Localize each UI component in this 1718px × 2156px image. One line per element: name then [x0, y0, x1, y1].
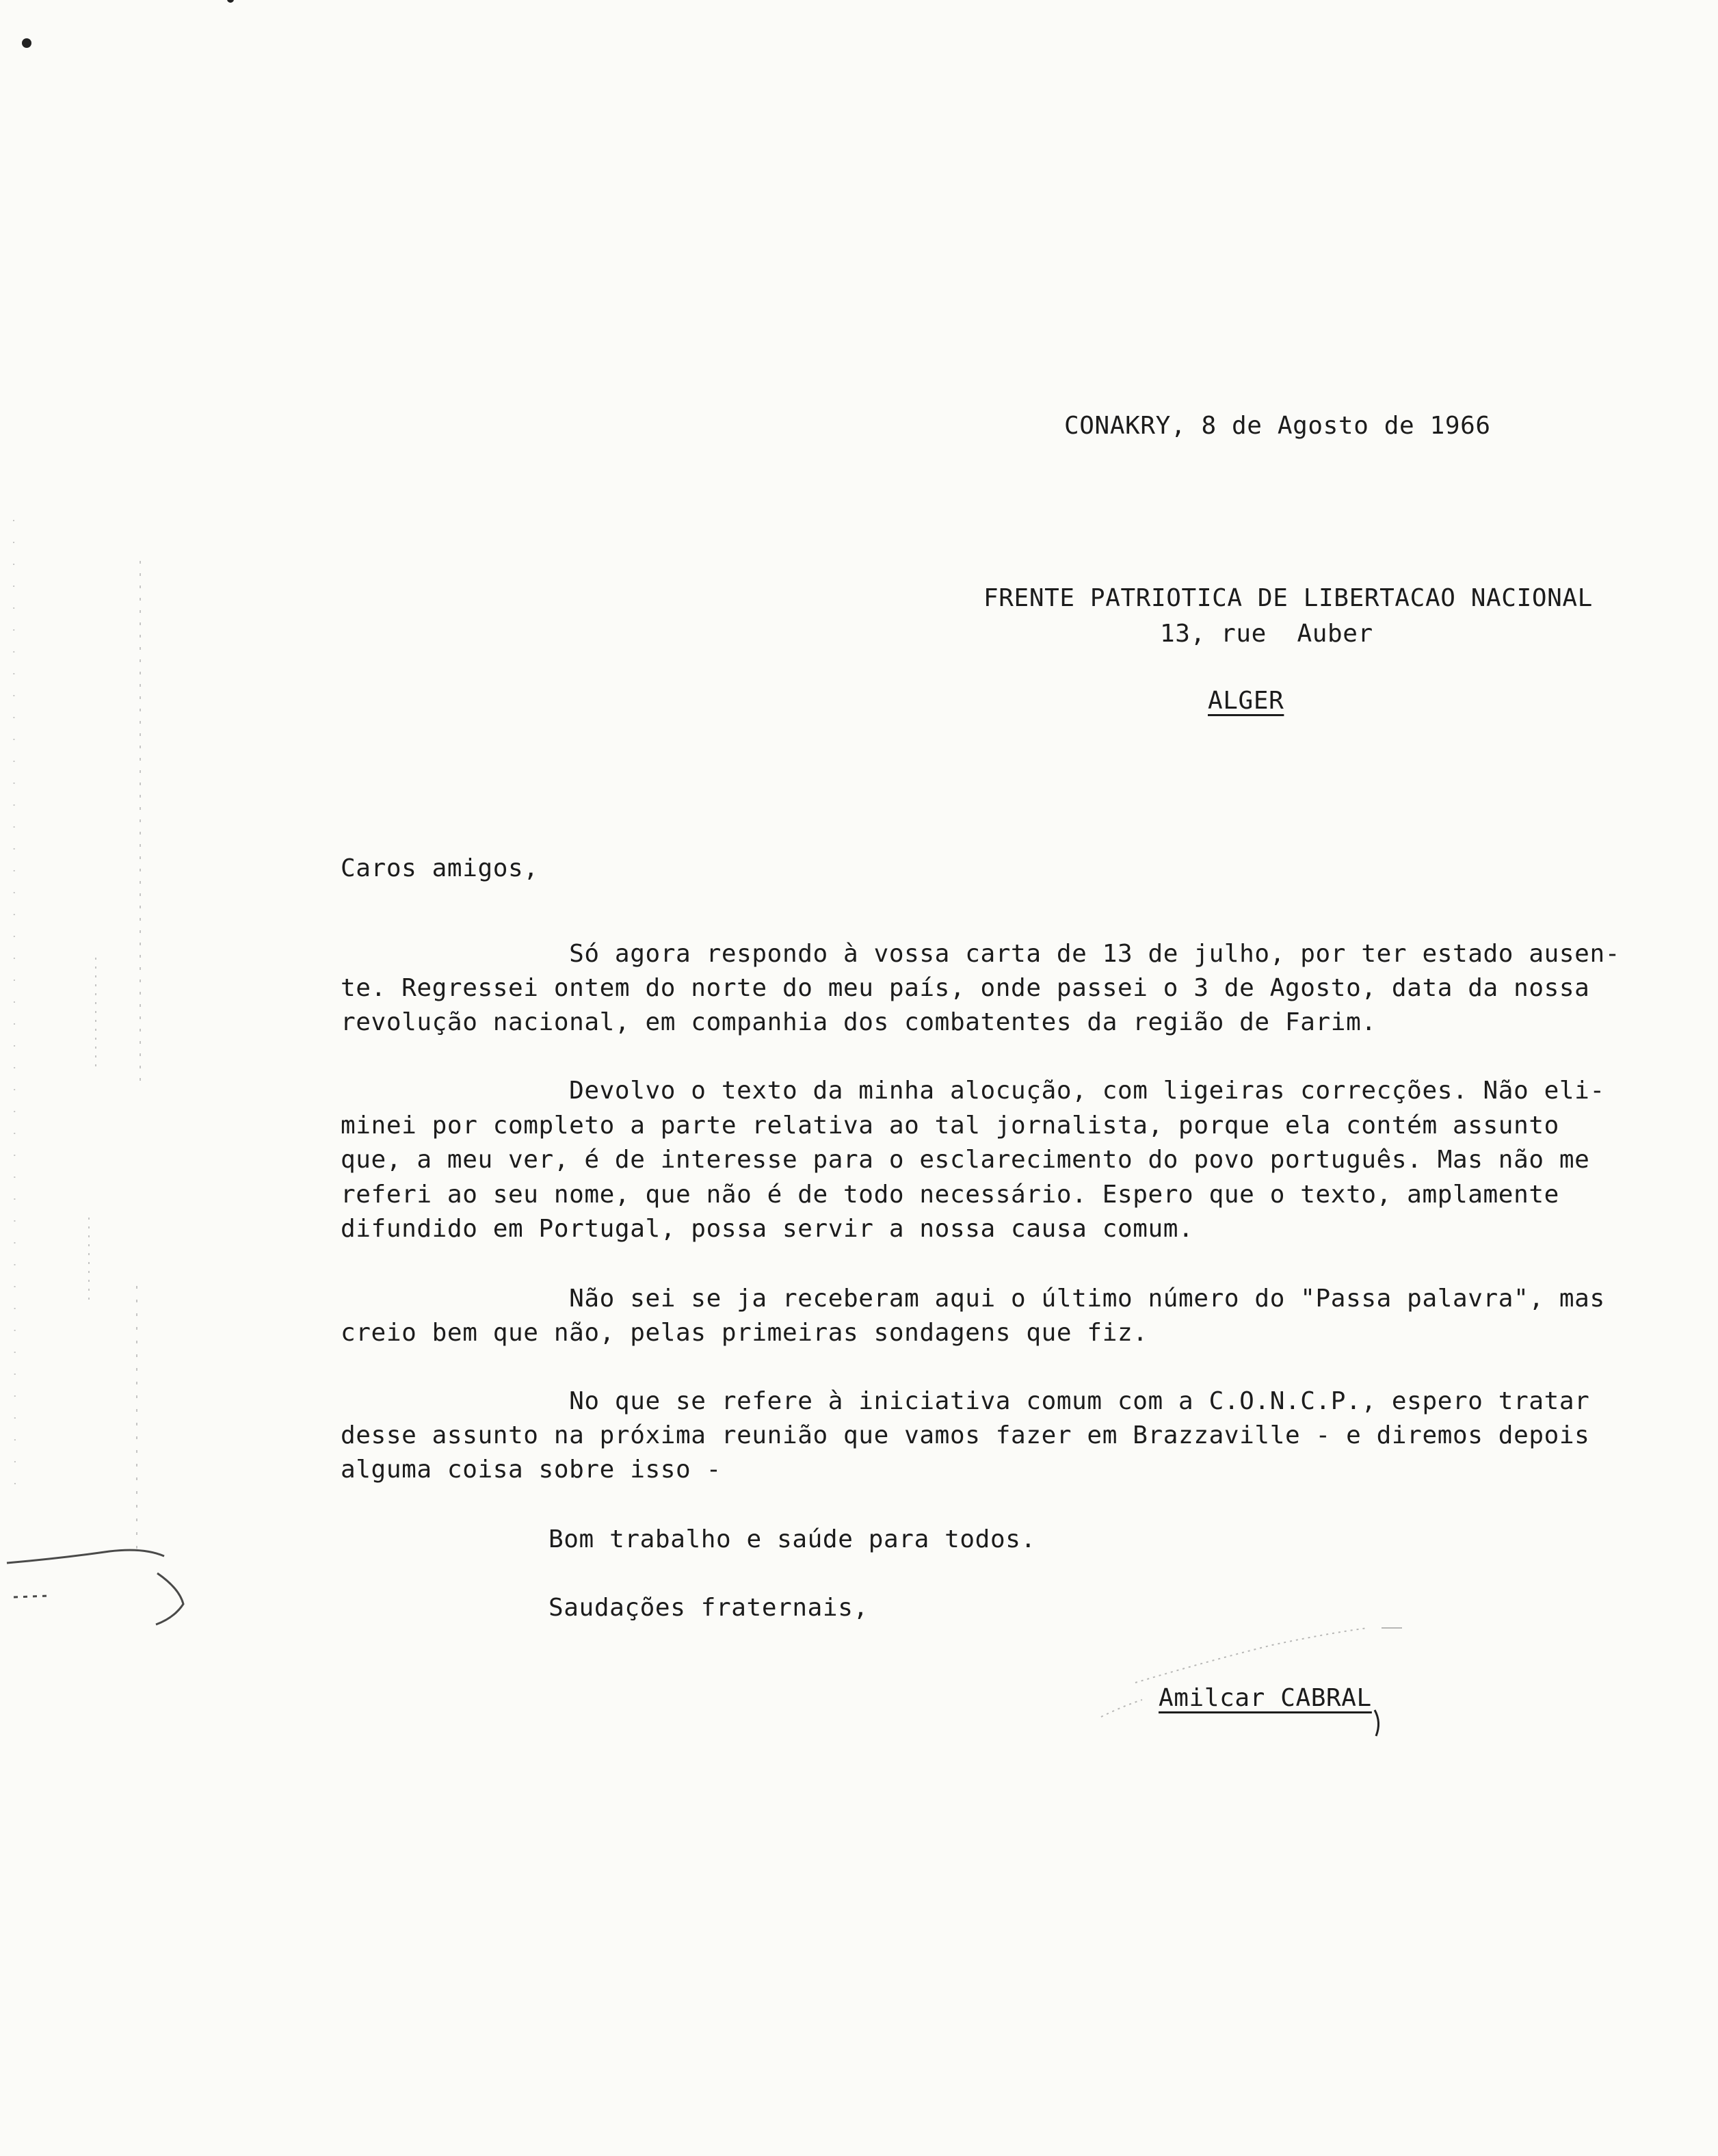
paragraph-line: te. Regressei ontem do norte do meu país, onde passei o 3 de Agosto, data da nossa: [341, 974, 1590, 1002]
paragraph-line: minei por completo a parte relativa ao tal jornalista, porque ela contém assunto: [341, 1112, 1559, 1140]
recipient-organization: FRENTE PATRIOTICA DE LIBERTACAO NACIONAL: [983, 584, 1593, 612]
paragraph-line: desse assunto na próxima reunião que vamos fazer em Brazzaville - e diremos depois: [341, 1421, 1590, 1449]
edge-mark: [227, 0, 234, 3]
salutation: Caros amigos,: [341, 854, 539, 882]
recipient-address: 13, rue Auber: [1160, 620, 1373, 648]
paragraph-line: difundido em Portugal, possa servir a nossa causa comum.: [341, 1215, 1194, 1243]
paragraph-line: alguma coisa sobre isso -: [341, 1456, 722, 1484]
paragraph-line: creio bem que não, pelas primeiras sondagens que fiz.: [341, 1319, 1148, 1347]
paragraph-line: Só agora respondo à vossa carta de 13 de julho, por ter estado ausen-: [341, 940, 1621, 968]
dateline: CONAKRY, 8 de Agosto de 1966: [1064, 412, 1491, 440]
paragraph-line: Não sei se ja receberam aqui o último número do "Passa palavra", mas: [341, 1285, 1605, 1313]
paragraph-line: que, a meu ver, é de interesse para o esclarecimento do povo português. Mas não me: [341, 1146, 1590, 1174]
paragraph-line: revolução nacional, em companhia dos combatentes da região de Farim.: [341, 1008, 1377, 1036]
paragraph-line: No que se refere à iniciativa comum com a C.O.N.C.P., espero tratar: [341, 1387, 1590, 1415]
closing-wish: Bom trabalho e saúde para todos.: [549, 1525, 1036, 1553]
signature-name: Amilcar CABRAL: [1159, 1684, 1372, 1712]
punch-dot: [22, 38, 31, 48]
binding-marks: [0, 0, 219, 2156]
paragraph-line: Devolvo o texto da minha alocução, com ligeiras correcções. Não eli-: [341, 1077, 1605, 1105]
closing-salutation: Saudações fraternais,: [549, 1594, 869, 1622]
recipient-city: ALGER: [1208, 687, 1284, 715]
paragraph-line: referi ao seu nome, que não é de todo necessário. Espero que o texto, amplamente: [341, 1181, 1559, 1209]
